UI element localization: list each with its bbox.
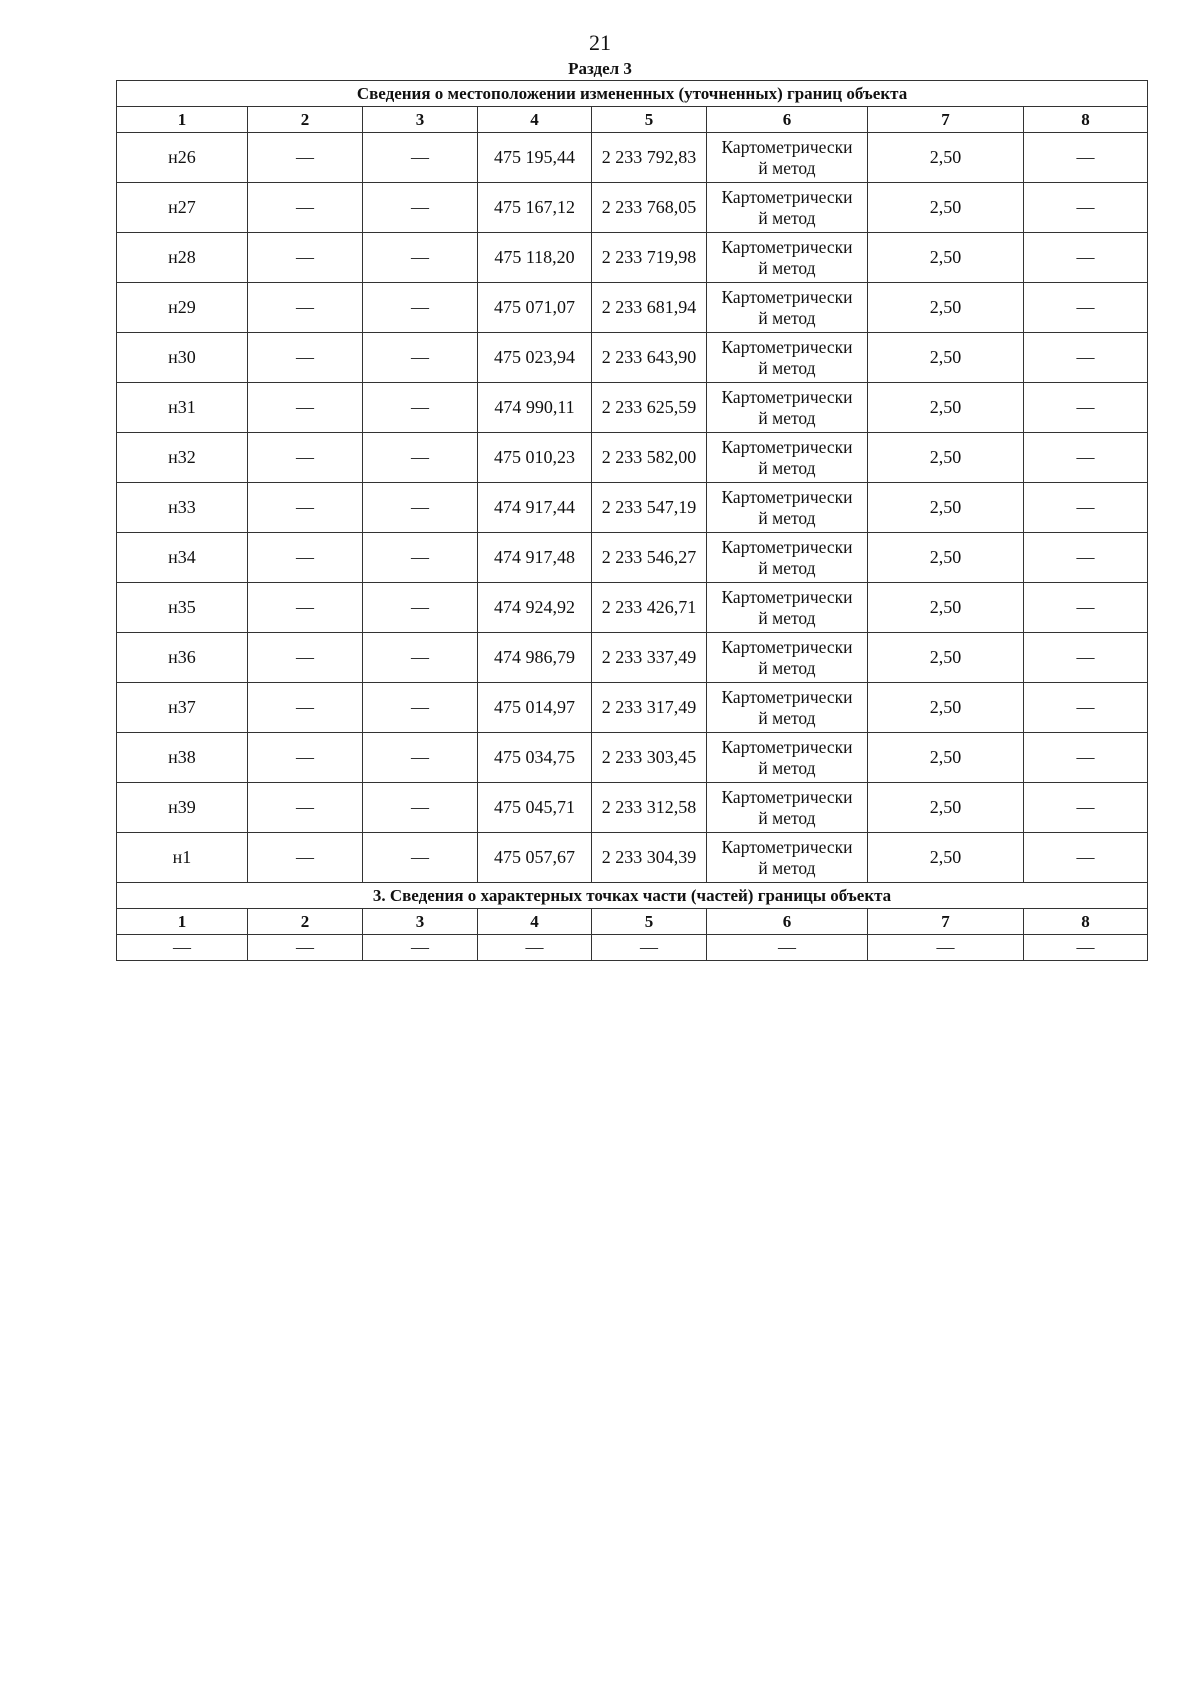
column-3-cell: —	[363, 433, 478, 483]
parts-empty-row	[117, 935, 1148, 961]
parts-empty-cell: —	[117, 935, 248, 961]
accuracy-cell: 2,50	[868, 283, 1024, 333]
parts-column-header: 5	[592, 909, 707, 935]
column-3-cell: —	[363, 483, 478, 533]
column-8-cell: —	[1024, 633, 1148, 683]
method-line-1: Картометрически	[721, 336, 853, 357]
column-8-cell: —	[1024, 533, 1148, 583]
accuracy-cell: 2,50	[868, 633, 1024, 683]
column-header: 2	[248, 107, 363, 133]
table-row	[117, 583, 1148, 633]
column-3-cell: —	[363, 683, 478, 733]
accuracy-cell: 2,50	[868, 683, 1024, 733]
x-coordinate-cell: 474 917,48	[478, 533, 592, 583]
parts-column-header-row	[117, 909, 1148, 935]
method-line-1: Картометрически	[721, 186, 853, 207]
column-8-cell: —	[1024, 733, 1148, 783]
table-caption-row	[117, 81, 1148, 107]
y-coordinate-cell: 2 233 303,45	[592, 733, 707, 783]
boundary-coordinates-table	[116, 80, 1148, 961]
section-title: Раздел 3	[568, 59, 632, 78]
x-coordinate-cell: 475 167,12	[478, 183, 592, 233]
parts-column-header: 1	[117, 909, 248, 935]
method-cell	[707, 583, 868, 633]
accuracy-cell: 2,50	[868, 533, 1024, 583]
accuracy-cell: 2,50	[868, 133, 1024, 183]
method-cell	[707, 833, 868, 883]
column-8-cell: —	[1024, 183, 1148, 233]
method-line-1: Картометрически	[721, 786, 853, 807]
column-8-cell: —	[1024, 233, 1148, 283]
table-row	[117, 333, 1148, 383]
parts-empty-cell: —	[592, 935, 707, 961]
parts-empty-cell: —	[1024, 935, 1148, 961]
y-coordinate-cell: 2 233 625,59	[592, 383, 707, 433]
y-coordinate-cell: 2 233 681,94	[592, 283, 707, 333]
column-2-cell: —	[248, 233, 363, 283]
column-8-cell: —	[1024, 683, 1148, 733]
x-coordinate-cell: 475 034,75	[478, 733, 592, 783]
column-3-cell: —	[363, 133, 478, 183]
parts-empty-cell: —	[707, 935, 868, 961]
x-coordinate-cell: 474 990,11	[478, 383, 592, 433]
method-line-1: Картометрически	[721, 636, 853, 657]
method-cell	[707, 433, 868, 483]
method-line-1: Картометрически	[721, 436, 853, 457]
column-header: 6	[707, 107, 868, 133]
method-cell	[707, 333, 868, 383]
point-cell: н31	[117, 383, 248, 433]
y-coordinate-cell: 2 233 546,27	[592, 533, 707, 583]
point-cell: н35	[117, 583, 248, 633]
method-line-2: й метод	[758, 207, 816, 228]
column-8-cell: —	[1024, 583, 1148, 633]
point-cell: н38	[117, 733, 248, 783]
accuracy-cell: 2,50	[868, 233, 1024, 283]
method-line-1: Картометрически	[721, 736, 853, 757]
method-cell	[707, 733, 868, 783]
column-2-cell: —	[248, 683, 363, 733]
y-coordinate-cell: 2 233 337,49	[592, 633, 707, 683]
point-cell: н33	[117, 483, 248, 533]
column-8-cell: —	[1024, 333, 1148, 383]
x-coordinate-cell: 475 023,94	[478, 333, 592, 383]
table-row	[117, 233, 1148, 283]
method-line-1: Картометрически	[721, 386, 853, 407]
column-header: 5	[592, 107, 707, 133]
column-3-cell: —	[363, 183, 478, 233]
column-2-cell: —	[248, 583, 363, 633]
y-coordinate-cell: 2 233 312,58	[592, 783, 707, 833]
method-cell	[707, 283, 868, 333]
accuracy-cell: 2,50	[868, 483, 1024, 533]
point-cell: н34	[117, 533, 248, 583]
column-2-cell: —	[248, 383, 363, 433]
x-coordinate-cell: 474 924,92	[478, 583, 592, 633]
accuracy-cell: 2,50	[868, 333, 1024, 383]
column-3-cell: —	[363, 583, 478, 633]
point-cell: н32	[117, 433, 248, 483]
point-cell: н1	[117, 833, 248, 883]
column-3-cell: —	[363, 783, 478, 833]
table-row	[117, 783, 1148, 833]
method-cell	[707, 683, 868, 733]
column-2-cell: —	[248, 533, 363, 583]
y-coordinate-cell: 2 233 304,39	[592, 833, 707, 883]
column-8-cell: —	[1024, 833, 1148, 883]
table-row	[117, 133, 1148, 183]
method-line-2: й метод	[758, 457, 816, 478]
point-cell: н29	[117, 283, 248, 333]
method-line-2: й метод	[758, 557, 816, 578]
column-8-cell: —	[1024, 783, 1148, 833]
method-line-2: й метод	[758, 407, 816, 428]
column-header: 1	[117, 107, 248, 133]
accuracy-cell: 2,50	[868, 183, 1024, 233]
column-2-cell: —	[248, 133, 363, 183]
column-3-cell: —	[363, 733, 478, 783]
accuracy-cell: 2,50	[868, 433, 1024, 483]
method-line-2: й метод	[758, 507, 816, 528]
method-line-2: й метод	[758, 657, 816, 678]
table-row	[117, 833, 1148, 883]
table-row	[117, 383, 1148, 433]
parts-column-header: 2	[248, 909, 363, 935]
point-cell: н36	[117, 633, 248, 683]
table-row	[117, 533, 1148, 583]
method-line-2: й метод	[758, 807, 816, 828]
method-line-2: й метод	[758, 757, 816, 778]
column-3-cell: —	[363, 633, 478, 683]
x-coordinate-cell: 475 014,97	[478, 683, 592, 733]
parts-column-header: 6	[707, 909, 868, 935]
parts-empty-cell: —	[478, 935, 592, 961]
point-cell: н26	[117, 133, 248, 183]
column-2-cell: —	[248, 333, 363, 383]
y-coordinate-cell: 2 233 426,71	[592, 583, 707, 633]
method-line-1: Картометрически	[721, 536, 853, 557]
column-2-cell: —	[248, 633, 363, 683]
method-line-1: Картометрически	[721, 836, 853, 857]
column-2-cell: —	[248, 783, 363, 833]
method-cell	[707, 183, 868, 233]
x-coordinate-cell: 474 917,44	[478, 483, 592, 533]
parts-empty-cell: —	[248, 935, 363, 961]
y-coordinate-cell: 2 233 792,83	[592, 133, 707, 183]
y-coordinate-cell: 2 233 719,98	[592, 233, 707, 283]
x-coordinate-cell: 475 045,71	[478, 783, 592, 833]
parts-caption: 3. Сведения о характерных точках части (частей) границы объекта	[117, 883, 1148, 909]
table-caption: Сведения о местоположении измененных (уточненных) границ объекта	[117, 81, 1148, 107]
method-line-2: й метод	[758, 357, 816, 378]
accuracy-cell: 2,50	[868, 583, 1024, 633]
column-2-cell: —	[248, 733, 363, 783]
method-cell	[707, 233, 868, 283]
column-3-cell: —	[363, 333, 478, 383]
point-cell: н39	[117, 783, 248, 833]
column-header: 3	[363, 107, 478, 133]
y-coordinate-cell: 2 233 582,00	[592, 433, 707, 483]
column-header: 8	[1024, 107, 1148, 133]
method-cell	[707, 533, 868, 583]
method-line-2: й метод	[758, 707, 816, 728]
method-line-2: й метод	[758, 157, 816, 178]
column-8-cell: —	[1024, 283, 1148, 333]
parts-column-header: 7	[868, 909, 1024, 935]
column-2-cell: —	[248, 483, 363, 533]
column-header-row	[117, 107, 1148, 133]
method-cell	[707, 133, 868, 183]
column-header: 4	[478, 107, 592, 133]
x-coordinate-cell: 475 010,23	[478, 433, 592, 483]
column-2-cell: —	[248, 283, 363, 333]
column-2-cell: —	[248, 183, 363, 233]
x-coordinate-cell: 475 057,67	[478, 833, 592, 883]
method-line-1: Картометрически	[721, 586, 853, 607]
method-line-1: Картометрически	[721, 136, 853, 157]
column-3-cell: —	[363, 283, 478, 333]
method-line-2: й метод	[758, 307, 816, 328]
parts-empty-cell: —	[868, 935, 1024, 961]
table-row	[117, 733, 1148, 783]
method-line-1: Картометрически	[721, 236, 853, 257]
column-8-cell: —	[1024, 483, 1148, 533]
column-3-cell: —	[363, 533, 478, 583]
method-line-2: й метод	[758, 857, 816, 878]
x-coordinate-cell: 475 195,44	[478, 133, 592, 183]
accuracy-cell: 2,50	[868, 383, 1024, 433]
column-3-cell: —	[363, 383, 478, 433]
parts-column-header: 4	[478, 909, 592, 935]
x-coordinate-cell: 475 118,20	[478, 233, 592, 283]
y-coordinate-cell: 2 233 768,05	[592, 183, 707, 233]
x-coordinate-cell: 475 071,07	[478, 283, 592, 333]
accuracy-cell: 2,50	[868, 783, 1024, 833]
point-cell: н37	[117, 683, 248, 733]
column-3-cell: —	[363, 833, 478, 883]
page-number: 21	[589, 30, 611, 55]
parts-empty-cell: —	[363, 935, 478, 961]
table-row	[117, 633, 1148, 683]
column-8-cell: —	[1024, 133, 1148, 183]
y-coordinate-cell: 2 233 547,19	[592, 483, 707, 533]
x-coordinate-cell: 474 986,79	[478, 633, 592, 683]
method-cell	[707, 783, 868, 833]
column-3-cell: —	[363, 233, 478, 283]
column-header: 7	[868, 107, 1024, 133]
method-line-1: Картометрически	[721, 686, 853, 707]
point-cell: н28	[117, 233, 248, 283]
method-cell	[707, 383, 868, 433]
y-coordinate-cell: 2 233 317,49	[592, 683, 707, 733]
y-coordinate-cell: 2 233 643,90	[592, 333, 707, 383]
method-cell	[707, 633, 868, 683]
accuracy-cell: 2,50	[868, 733, 1024, 783]
parts-column-header: 3	[363, 909, 478, 935]
point-cell: н30	[117, 333, 248, 383]
method-line-1: Картометрически	[721, 486, 853, 507]
column-8-cell: —	[1024, 383, 1148, 433]
table-row	[117, 183, 1148, 233]
table-row	[117, 683, 1148, 733]
method-line-2: й метод	[758, 257, 816, 278]
column-2-cell: —	[248, 833, 363, 883]
column-8-cell: —	[1024, 433, 1148, 483]
parts-column-header: 8	[1024, 909, 1148, 935]
table-row	[117, 433, 1148, 483]
table-row	[117, 483, 1148, 533]
accuracy-cell: 2,50	[868, 833, 1024, 883]
parts-caption-row	[117, 883, 1148, 909]
point-cell: н27	[117, 183, 248, 233]
column-2-cell: —	[248, 433, 363, 483]
method-line-2: й метод	[758, 607, 816, 628]
method-cell	[707, 483, 868, 533]
method-line-1: Картометрически	[721, 286, 853, 307]
table-row	[117, 283, 1148, 333]
